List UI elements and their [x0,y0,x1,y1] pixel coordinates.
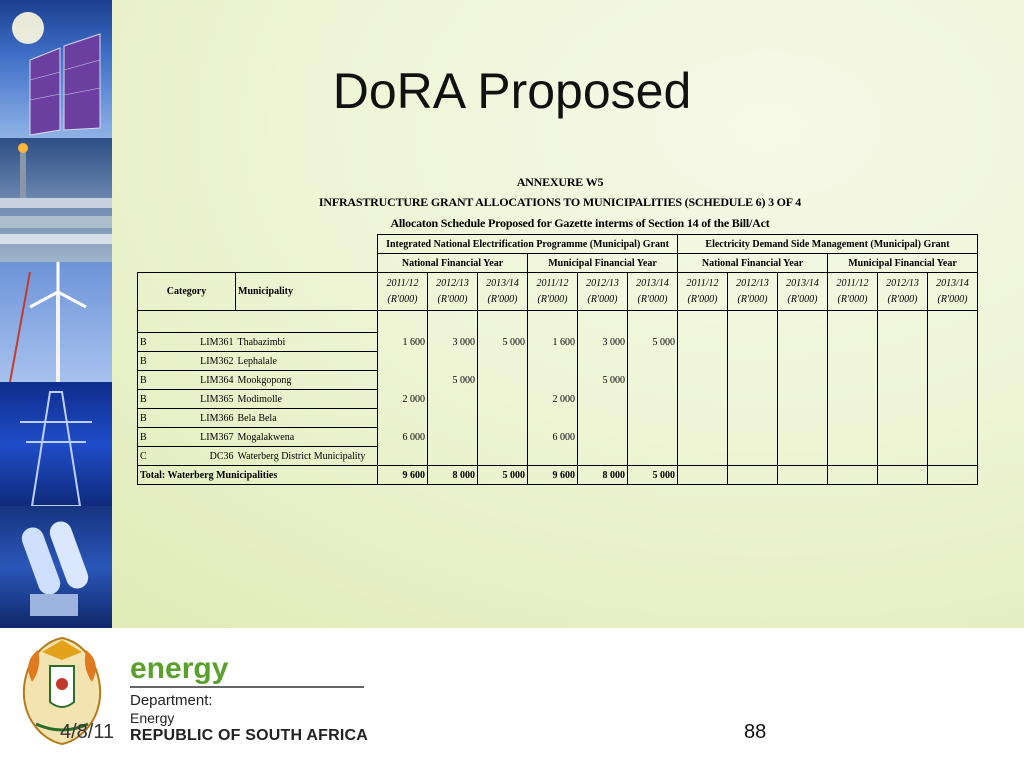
value-cell: 5 000 [628,333,678,352]
year-col-header: 2012/13 (R'000) [578,273,628,311]
value-cell [828,352,878,371]
value-cell [678,333,728,352]
year-group-row [138,254,978,273]
value-cell [728,333,778,352]
value-cell [478,371,528,390]
municipality-name-cell: Bela Bela [236,409,378,428]
value-cell [478,428,528,447]
value-cell [578,352,628,371]
column-header-row [138,273,978,311]
year-group: Municipal Financial Year [528,254,678,273]
year-col-header: 2013/14 (R'000) [628,273,678,311]
value-cell [878,390,928,409]
total-label: Total: Waterberg Municipalities [138,466,378,485]
value-cell: 6 000 [528,428,578,447]
value-cell: 6 000 [378,428,428,447]
table-row [138,390,978,409]
total-cell: 8 000 [428,466,478,485]
value-cell [478,352,528,371]
value-cell [428,352,478,371]
col-municipality: Municipality [236,273,378,311]
grant-group-edsm: Electricity Demand Side Management (Municipal) Grant [678,235,978,254]
category-cell: B [138,409,198,428]
value-cell [628,409,678,428]
value-cell [778,371,828,390]
annexure-subheading: INFRASTRUCTURE GRANT ALLOCATIONS TO MUNICIPALITIES (SCHEDULE 6) 3 OF 4 [318,195,802,209]
total-cell [878,466,928,485]
table-row [138,333,978,352]
annexure-heading: ANNEXURE W5 [516,175,604,189]
municipality-code-cell: LIM365 [198,390,236,409]
value-cell [828,333,878,352]
value-cell [928,428,978,447]
value-cell [728,428,778,447]
category-cell: C [138,447,198,466]
municipality-name-cell: Mookgopong [236,371,378,390]
value-cell [578,447,628,466]
value-cell [678,428,728,447]
value-cell [928,352,978,371]
value-cell [828,428,878,447]
category-cell: B [138,333,198,352]
department-name: Energy [130,710,175,726]
value-cell [478,409,528,428]
category-cell: B [138,352,198,371]
municipality-code-cell: LIM362 [198,352,236,371]
value-cell [578,409,628,428]
value-cell [728,390,778,409]
total-cell: 9 600 [378,466,428,485]
value-cell [928,333,978,352]
year-group: National Financial Year [378,254,528,273]
transmission-tower-photo [0,382,112,506]
year-group: National Financial Year [678,254,828,273]
value-cell [828,447,878,466]
year-col-header: 2012/13 (R'000) [728,273,778,311]
table-row [138,428,978,447]
total-cell [928,466,978,485]
value-cell [528,371,578,390]
value-cell [878,352,928,371]
col-category: Category [138,273,236,311]
value-cell [428,447,478,466]
municipality-code-cell: LIM361 [198,333,236,352]
value-cell [528,352,578,371]
value-cell: 2 000 [378,390,428,409]
table-row [138,447,978,466]
year-col-header: 2011/12 (R'000) [828,273,878,311]
value-cell [728,409,778,428]
total-cell: 5 000 [628,466,678,485]
value-cell [828,390,878,409]
republic-label: REPUBLIC OF SOUTH AFRICA [130,727,368,744]
municipality-name-cell: Thabazimbi [236,333,378,352]
slide-page-number: 88 [744,721,767,743]
municipality-name-cell: Lephalale [236,352,378,371]
value-cell [678,390,728,409]
value-cell [378,447,428,466]
value-cell [628,352,678,371]
energy-saving-bulb-photo [0,506,112,628]
municipality-code-cell: LIM367 [198,428,236,447]
value-cell [678,352,728,371]
value-cell [928,371,978,390]
value-cell [578,390,628,409]
value-cell [878,409,928,428]
value-cell [528,447,578,466]
grant-group-row [138,235,978,254]
refinery-pipes-photo [0,138,112,262]
value-cell [578,428,628,447]
value-cell: 1 600 [528,333,578,352]
value-cell [378,352,428,371]
category-cell: B [138,371,198,390]
table-row [138,352,978,371]
municipality-name-cell: Mogalakwena [236,428,378,447]
grant-allocation-table [137,234,978,485]
total-cell: 9 600 [528,466,578,485]
value-cell [478,390,528,409]
table-body [138,333,978,466]
total-cell [728,466,778,485]
year-col-header: 2013/14 (R'000) [478,273,528,311]
value-cell: 5 000 [428,371,478,390]
value-cell [778,428,828,447]
year-col-header: 2011/12 (R'000) [528,273,578,311]
table-row [138,409,978,428]
value-cell [628,371,678,390]
footer-divider [130,686,364,688]
value-cell [828,371,878,390]
value-cell [378,409,428,428]
year-col-header: 2013/14 (R'000) [778,273,828,311]
value-cell [428,409,478,428]
value-cell [778,447,828,466]
total-row [138,466,978,485]
value-cell: 1 600 [378,333,428,352]
value-cell [428,390,478,409]
municipality-code-cell: LIM364 [198,371,236,390]
value-cell [928,447,978,466]
value-cell [428,428,478,447]
value-cell [678,447,728,466]
year-col-header: 2012/13 (R'000) [428,273,478,311]
municipality-code-cell: DC36 [198,447,236,466]
year-col-header: 2011/12 (R'000) [678,273,728,311]
allocation-schedule-line: Allocaton Schedule Proposed for Gazette interms of Section 14 of the Bill/Act [390,216,770,230]
year-col-header: 2011/12 (R'000) [378,273,428,311]
value-cell [728,447,778,466]
total-cell: 8 000 [578,466,628,485]
value-cell [928,390,978,409]
value-cell [878,371,928,390]
value-cell: 3 000 [578,333,628,352]
total-cell: 5 000 [478,466,528,485]
value-cell [628,428,678,447]
total-cell [828,466,878,485]
value-cell [378,371,428,390]
value-cell [678,371,728,390]
year-col-header: 2013/14 (R'000) [928,273,978,311]
value-cell [778,352,828,371]
department-label: Department: [130,692,213,709]
spacer-row [138,311,978,333]
value-cell [778,333,828,352]
grant-group-inep: Integrated National Electrification Programme (Municipal) Grant [378,235,678,254]
value-cell [728,352,778,371]
municipality-name-cell: Modimolle [236,390,378,409]
value-cell [628,390,678,409]
value-cell [778,390,828,409]
total-cell [678,466,728,485]
value-cell: 3 000 [428,333,478,352]
value-cell [878,428,928,447]
value-cell [928,409,978,428]
value-cell [828,409,878,428]
value-cell [728,371,778,390]
slide-title: DoRA Proposed [332,63,692,119]
value-cell [678,409,728,428]
year-col-header: 2012/13 (R'000) [878,273,928,311]
year-group: Municipal Financial Year [828,254,978,273]
value-cell [478,447,528,466]
value-cell [778,409,828,428]
value-cell [878,447,928,466]
municipality-name-cell: Waterberg District Municipality [236,447,378,466]
municipality-code-cell: LIM366 [198,409,236,428]
value-cell [878,333,928,352]
slide-date: 4/8/11 [60,721,115,743]
category-cell: B [138,390,198,409]
value-cell: 5 000 [478,333,528,352]
energy-brand-word: energy [130,652,229,685]
value-cell [628,447,678,466]
value-cell: 5 000 [578,371,628,390]
total-cell [778,466,828,485]
category-cell: B [138,428,198,447]
value-cell [528,409,578,428]
wind-turbine-photo [0,262,112,382]
table-row [138,371,978,390]
value-cell: 2 000 [528,390,578,409]
